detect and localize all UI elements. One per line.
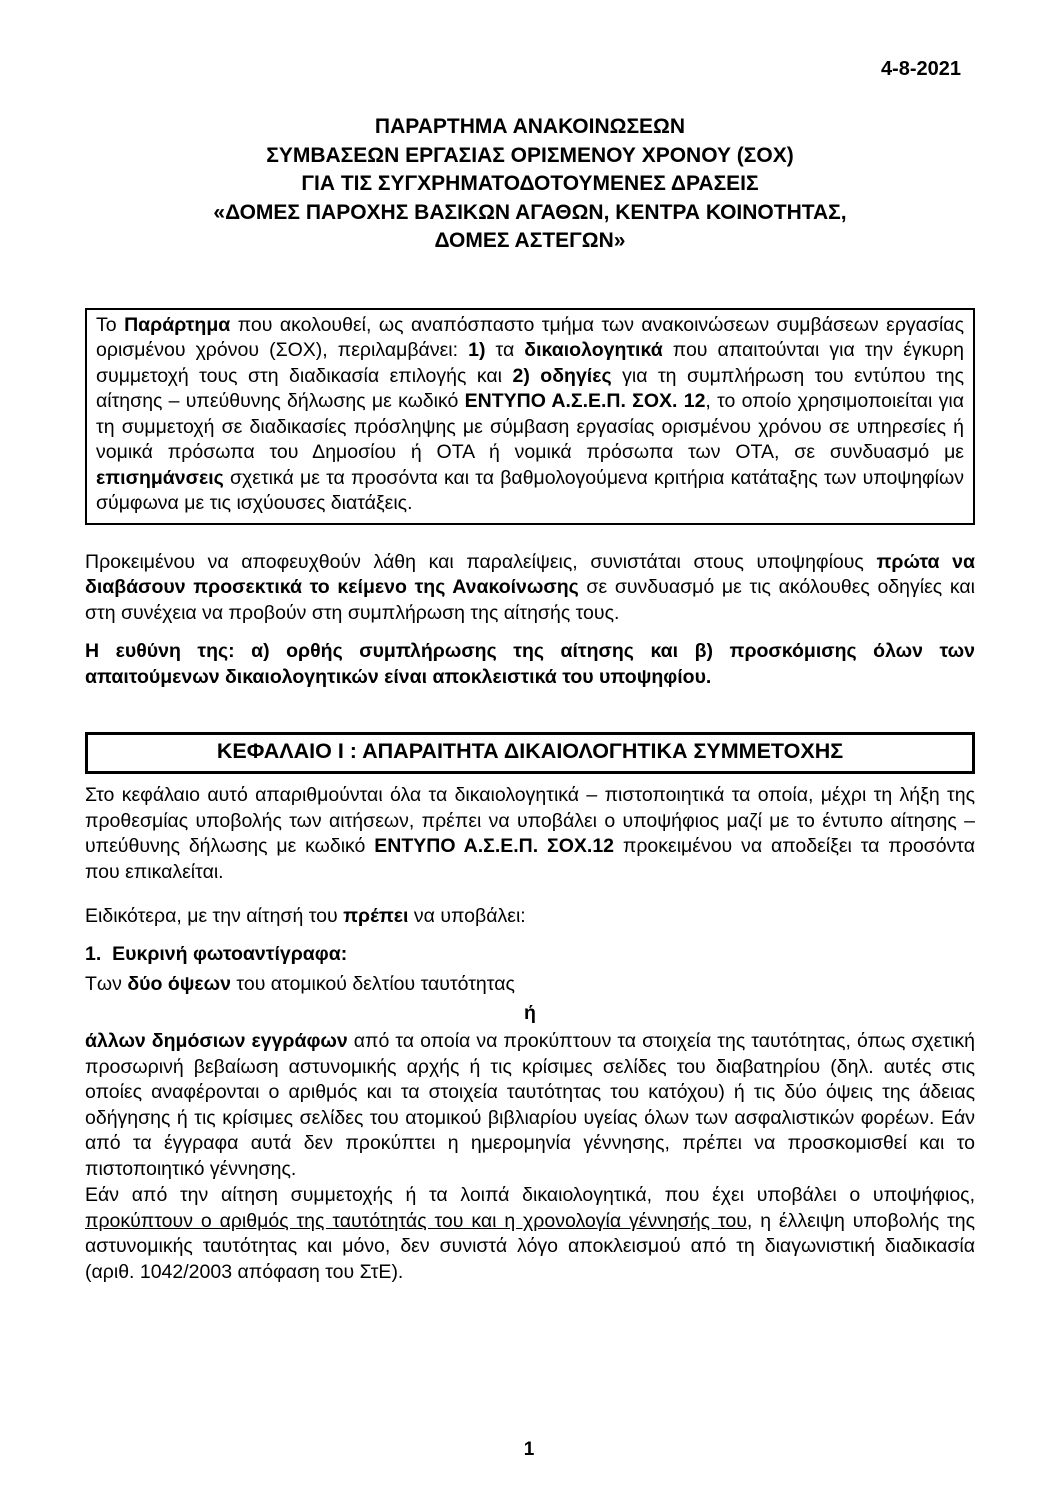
date-label: 4-8-2021 <box>880 58 961 80</box>
intro-box <box>85 308 975 525</box>
list-item-1-heading: 1. Ευκρινή φωτοαντίγραφα: <box>85 942 348 965</box>
responsibility-paragraph: Η ευθύνη της: α) ορθής συμπλήρωσης της αίτησης και β) προσκόμισης όλων των απαιτούμενων δικαιολογητικών είναι αποκλειστικά του υποψηφίου. <box>85 640 975 688</box>
list-item-1-option-a: Των δύο όψεων του ατομικού δελτίου ταυτότητας <box>85 973 515 995</box>
page-number: 1 <box>523 1439 535 1460</box>
chapter-heading: ΚΕΦΑΛΑΙΟ Ι : ΑΠΑΡΑΙΤΗΤΑ ΔΙΚΑΙΟΛΟΓΗΤΙΚΑ ΣΥΜΜΕΤΟΧΗΣ <box>216 739 844 763</box>
chapter-heading-box <box>85 732 975 774</box>
advice-paragraph: Προκειμένου να αποφευχθούν λάθη και παραλείψεις, συνιστάται στους υποψηφίους πρώτα να διαβάσουν προσεκτικά το κείμενο της Ανακοίνωσης σε συνδυασμό με τις ακόλουθες οδηγίες και στη συνέχεια να προβούν στη συμπλήρωση της αίτησής τους. <box>85 550 975 624</box>
chapter-intro-paragraph: Στο κεφάλαιο αυτό απαριθμούνται όλα τα δικαιολογητικά – πιστοποιητικά τα οποία, μέχρι τη λήξη της προθεσμίας υποβολής των αιτήσεων, πρέπει να υποβάλει ο υποψήφιος μαζί με το έντυπο αίτησης – υπεύθυνης δήλωσης με κωδικό ΕΝΤΥΠΟ Α.Σ.Ε.Π. ΣΟΧ.12 προκειμένου να αποδείξει τα προσόντα που επικαλείται. <box>85 784 975 883</box>
document-title: ΠΑΡΑΡΤΗΜΑ ΑΝΑΚΟΙΝΩΣΕΩΝ ΣΥΜΒΑΣΕΩΝ ΕΡΓΑΣΙΑΣ ΟΡΙΣΜΕΝΟΥ ΧΡΟΝΟΥ (ΣΟΧ) ΓΙΑ ΤΙΣ ΣΥΓΧΡΗΜΑΤΟΔΟΤΟΥΜΕΝΕΣ ΔΡΑΣΕΙΣ «ΔΟΜΕΣ ΠΑΡΟΧΗΣ ΒΑΣΙΚΩΝ ΑΓΑΘΩΝ, ΚΕΝΤΡΑ ΚΟΙΝΟΤΗΤΑΣ, ΔΟΜΕΣ ΑΣΤΕΓΩΝ» <box>213 115 847 252</box>
id-number-note: Εάν από την αίτηση συμμετοχής ή τα λοιπά δικαιολογητικά, που έχει υποβάλει ο υποψήφιος, προκύπτουν ο αριθμός της ταυτότητάς του και η χρονολογία γέννησής του, η έλλειψη υποβολής της αστυνομικής ταυτότητας και μόνο, δεν συνιστά λόγο αποκλεισμού από τη διαγωνιστική διαδικασία (αριθ. 1042/2003 απόφαση του ΣτΕ). <box>85 1184 975 1283</box>
submit-note: Ειδικότερα, με την αίτησή του πρέπει να υποβάλει: <box>85 905 526 927</box>
or-connector: ή <box>524 1001 536 1024</box>
intro-paragraph: Το Παράρτημα που ακολουθεί, ως αναπόσπαστο τμήμα των ανακοινώσεων συμβάσεων εργασίας ορισμένου χρόνου (ΣΟΧ), περιλαμβάνει: 1) τα δικαιολογητικά που απαιτούνται για την έγκυρη συμμετοχή τους στη διαδικασία επιλογής και 2) οδηγίες για τη συμπλήρωση του εντύπου της αίτησης – υπεύθυνης δήλωσης με κωδικό ΕΝΤΥΠΟ Α.Σ.Ε.Π. ΣΟΧ. 12, το οποίο χρησιμοποιείται για τη συμμετοχή σε διαδικασίες πρόσληψης με σύμβαση εργασίας ορισμένου χρόνου σε υπηρεσίες ή νομικά πρόσωπα του Δημοσίου ή ΟΤΑ ή νομικά πρόσωπα των ΟΤΑ, σε συνδυασμό με επισημάνσεις σχετικά με τα προσόντα και τα βαθμολογούμενα κριτήρια κατάταξης των υποψηφίων σύμφωνα με τις ισχύουσες διατάξεις. <box>96 313 964 514</box>
list-item-1-option-b: άλλων δημόσιων εγγράφων από τα οποία να προκύπτουν τα στοιχεία της ταυτότητας, όπως σχετική προσωρινή βεβαίωση αστυνομικής αρχής ή τις κρίσιμες σελίδες του διαβατηρίου (δηλ. αυτές στις οποίες αναφέρονται ο αριθμός και τα στοιχεία ταυτότητας του κατόχου) ή τις δύο όψεις της άδειας οδήγησης ή τις κρίσιμες σελίδες του ατομικού βιβλιαρίου υγείας όλων των ασφαλιστικών φορέων. Εάν από τα έγγραφα αυτά δεν προκύπτει η ημερομηνία γέννησης, πρέπει να προσκομισθεί και το πιστοποιητικό γέννησης. <box>85 1030 975 1180</box>
